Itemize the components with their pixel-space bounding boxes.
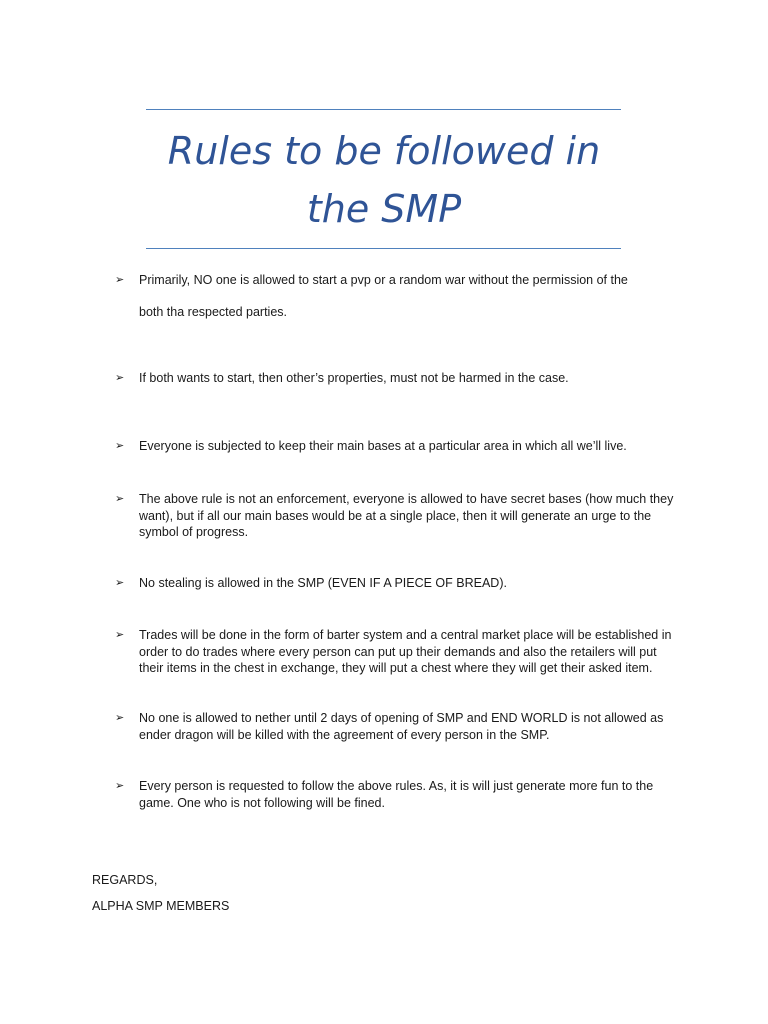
rule-text: If both wants to start, then other’s properties, must not be harmed in the case. — [139, 371, 569, 385]
arrow-bullet-icon: ➢ — [115, 493, 125, 505]
rule-text: Everyone is subjected to keep their main bases at a particular area in which all we’ll live. — [139, 439, 627, 453]
arrow-bullet-icon: ➢ — [115, 577, 125, 589]
arrow-bullet-icon: ➢ — [115, 629, 125, 641]
arrow-bullet-icon: ➢ — [115, 712, 125, 724]
rule-text: The above rule is not an enforcement, everyone is allowed to have secret bases (how much they want), but if all our main bases would be at a single place, then it will generate an urge to the symbol of progress. — [139, 492, 674, 539]
rule-text: No stealing is allowed in the SMP (EVEN IF A PIECE OF BREAD). — [139, 576, 507, 590]
rule-text: No one is allowed to nether until 2 days of opening of SMP and END WORLD is not allowed as ender dragon will be killed with the agreement of every person in the SMP. — [139, 711, 664, 742]
closing-regards: REGARDS, — [92, 873, 158, 887]
arrow-bullet-icon: ➢ — [115, 780, 125, 792]
arrow-bullet-icon: ➢ — [115, 274, 125, 286]
arrow-bullet-icon: ➢ — [115, 440, 125, 452]
rule-text-line: both tha respected parties. — [139, 305, 288, 319]
rule-text: Every person is requested to follow the above rules. As, it is will just generate more fun to the game. One who is not following will be fined. — [139, 779, 654, 810]
title-line-2: the SMP — [306, 187, 462, 231]
page-title — [100, 122, 668, 238]
rule-text-line: Primarily, NO one is allowed to start a pvp or a random war without the permission of the — [139, 273, 628, 287]
title-bottom-rule — [146, 248, 621, 249]
closing-signature: ALPHA SMP MEMBERS — [92, 899, 230, 913]
title-line-1: Rules to be followed in — [167, 129, 601, 173]
arrow-bullet-icon: ➢ — [115, 372, 125, 384]
title-top-rule — [146, 109, 621, 110]
rule-text — [139, 272, 680, 321]
rule-text: Trades will be done in the form of barter system and a central market place will be established in order to do trades where every person can put up their demands and also the retailers will put their items in the chest in exchange, they will put a chest where they will get their asked item. — [139, 628, 672, 675]
